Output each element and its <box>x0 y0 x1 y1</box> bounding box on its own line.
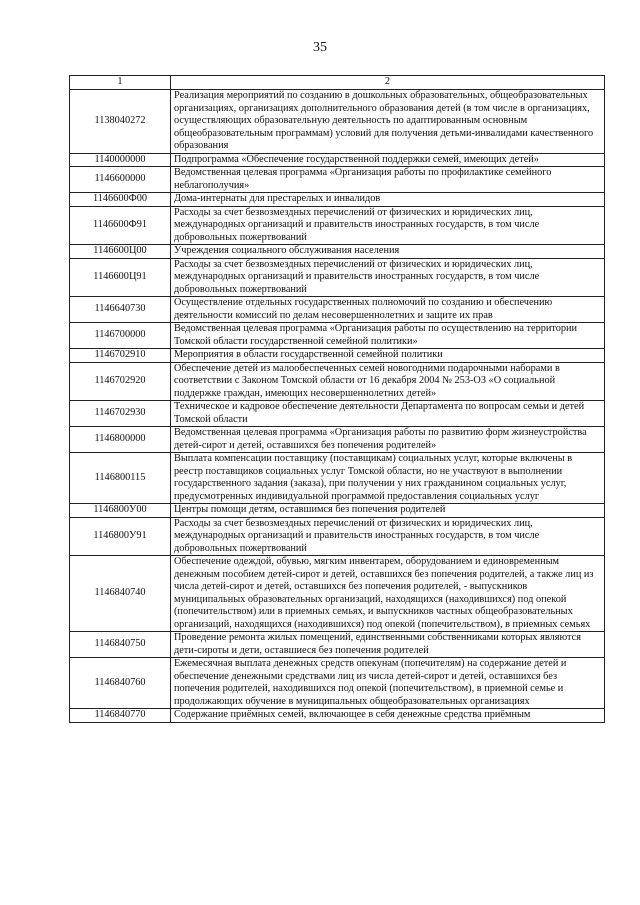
row-description: Дома-интернаты для престарелых и инвалидов <box>171 193 605 207</box>
table-row <box>70 709 605 723</box>
row-code: 1146840760 <box>70 658 171 709</box>
row-code: 1146700000 <box>70 323 171 349</box>
row-description: Ежемесячная выплата денежных средств опекунам (попечителям) на содержание детей и обеспечение денежными средствами лиц из числа детей-сирот и детей, оставшихся без попечения родителей, находившихся под опекой (попечительством), в приемной семье и продолжающих обучение в муниципальных общеобразовательных организациях <box>171 658 605 709</box>
row-description: Учреждения социального обслуживания населения <box>171 245 605 259</box>
row-description: Мероприятия в области государственной семейной политики <box>171 349 605 363</box>
row-code: 1138040272 <box>70 90 171 154</box>
row-code: 1146800У91 <box>70 517 171 556</box>
table-header-row <box>70 76 605 90</box>
row-description: Центры помощи детям, оставшимся без попечения родителей <box>171 504 605 518</box>
table-row <box>70 258 605 297</box>
table-row <box>70 323 605 349</box>
table-row <box>70 517 605 556</box>
row-code: 1146702930 <box>70 401 171 427</box>
row-code: 1140000000 <box>70 153 171 167</box>
table-row <box>70 193 605 207</box>
table-row <box>70 632 605 658</box>
row-code: 1146600Ц91 <box>70 258 171 297</box>
row-code: 1146702910 <box>70 349 171 363</box>
row-description: Расходы за счет безвозмездных перечислений от физических и юридических лиц, международных организаций и правительств иностранных государств, в том числе добровольных пожертвований <box>171 206 605 245</box>
table-row <box>70 453 605 504</box>
table-row <box>70 362 605 401</box>
row-code: 1146640730 <box>70 297 171 323</box>
table-row <box>70 167 605 193</box>
row-code: 1146600000 <box>70 167 171 193</box>
row-code: 1146840740 <box>70 556 171 632</box>
row-description: Ведомственная целевая программа «Организация работы по развитию форм жизнеустройства детей-сирот и детей, оставшихся без попечения родителей» <box>171 427 605 453</box>
row-description: Обеспечение одеждой, обувью, мягким инвентарем, оборудованием и единовременным денежным пособием детей-сирот и детей, оставшихся без попечения родителей, а также лиц из числа детей-сирот и детей, оставшихся без попечения родителей, - выпускников муниципальных образовательных организаций, находящихся (находившихся) под опекой (попечительством) или в приемных семьях, и выпускников частных общеобразовательных организаций, находящихся (находившихся) под опекой (попечительством), в приемных семьях <box>171 556 605 632</box>
row-code: 1146702920 <box>70 362 171 401</box>
table-row <box>70 245 605 259</box>
table-row <box>70 401 605 427</box>
column-header-code: 1 <box>70 76 171 90</box>
table-row <box>70 153 605 167</box>
row-code: 1146800У00 <box>70 504 171 518</box>
row-code: 1146800115 <box>70 453 171 504</box>
row-description: Обеспечение детей из малообеспеченных семей новогодними подарочными наборами в соответствии с Законом Томской области от 16 декабря 2004 № 253-ОЗ «О социальной поддержке граждан, имеющих несовершеннолетних детей» <box>171 362 605 401</box>
row-description: Содержание приёмных семей, включающее в себя денежные средства приёмным <box>171 709 605 723</box>
row-code: 1146800000 <box>70 427 171 453</box>
row-description: Реализация мероприятий по созданию в дошкольных образовательных, общеобразовательных организациях, организациях дополнительного образования детей (в том числе в организациях, осуществляющих образовательную деятельность по адаптированным основным общеобразовательным программам) условий для получения детьми-инвалидами качественного образования <box>171 90 605 154</box>
table-row <box>70 556 605 632</box>
row-description: Осуществление отдельных государственных полномочий по созданию и обеспечению деятельности комиссий по делам несовершеннолетних и защите их прав <box>171 297 605 323</box>
row-code: 1146600Ф00 <box>70 193 171 207</box>
row-description: Ведомственная целевая программа «Организация работы по осуществлению на территории Томской области государственной семейной политики» <box>171 323 605 349</box>
row-code: 1146840750 <box>70 632 171 658</box>
table-row <box>70 90 605 154</box>
row-description: Проведение ремонта жилых помещений, единственными собственниками которых являются дети-сироты и дети, оставшиеся без попечения родителей <box>171 632 605 658</box>
page-number: 35 <box>313 40 327 55</box>
row-description: Техническое и кадровое обеспечение деятельности Департамента по вопросам семьи и детей Томской области <box>171 401 605 427</box>
table-row <box>70 658 605 709</box>
row-code: 1146840770 <box>70 709 171 723</box>
table-row <box>70 504 605 518</box>
row-description: Подпрограмма «Обеспечение государственной поддержки семей, имеющих детей» <box>171 153 605 167</box>
row-code: 1146600Ц00 <box>70 245 171 259</box>
row-description: Ведомственная целевая программа «Организация работы по профилактике семейного неблагополучия» <box>171 167 605 193</box>
table-row <box>70 349 605 363</box>
row-description: Расходы за счет безвозмездных перечислений от физических и юридических лиц, международных организаций и правительств иностранных государств, в том числе добровольных пожертвований <box>171 258 605 297</box>
budget-classification-table <box>69 75 605 723</box>
table-row <box>70 297 605 323</box>
table-row <box>70 427 605 453</box>
row-description: Расходы за счет безвозмездных перечислений от физических и юридических лиц, международных организаций и правительств иностранных государств, в том числе добровольных пожертвований <box>171 517 605 556</box>
column-header-description: 2 <box>171 76 605 90</box>
table-row <box>70 206 605 245</box>
row-code: 1146600Ф91 <box>70 206 171 245</box>
row-description: Выплата компенсации поставщику (поставщикам) социальных услуг, которые включены в реестр поставщиков социальных услуг Томской области, но не участвуют в выполнении государственного задания (заказа), при получении у них гражданином социальных услуг, предусмотренных индивидуальной программой предоставления социальных услуг <box>171 453 605 504</box>
